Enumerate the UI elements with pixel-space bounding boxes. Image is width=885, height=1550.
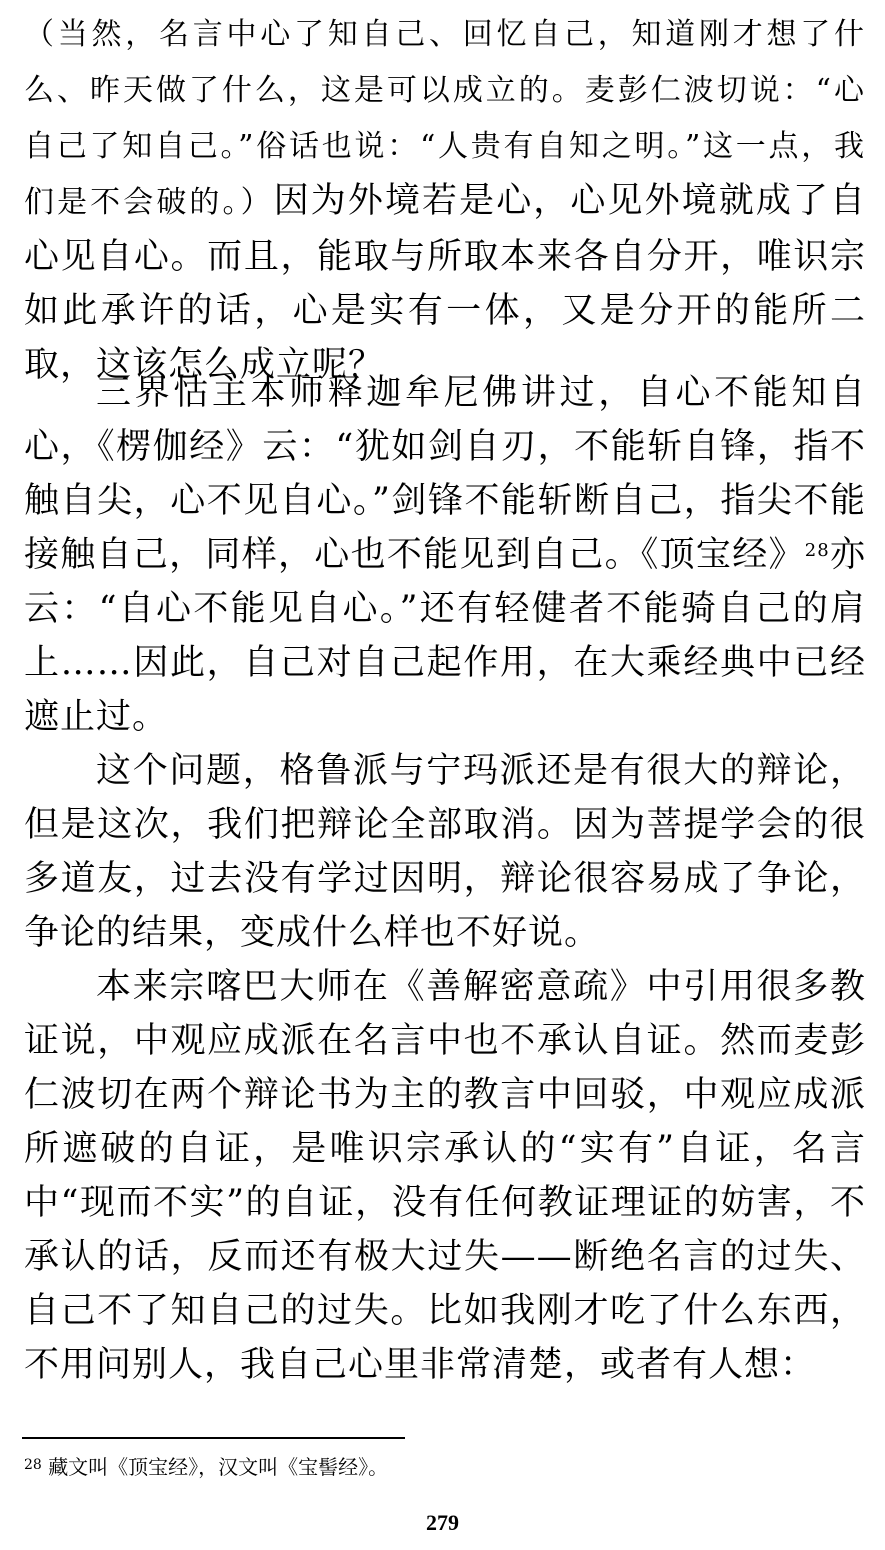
footnote-number: 28 bbox=[24, 1457, 42, 1473]
parenthetical-note: （当然，名言中心了知自己、回忆自己，知道刚才想了什么、昨天做了什么，这是可以成立的。麦彭仁波切说：“心自己了知自己。”俗话也说：“人贵有自知之明。”这一点，我们是不会破的。） bbox=[24, 17, 866, 220]
paragraph-1-text: 因为外境若是心，心见外境就成了自心见自心。而且，能取与所取本来各自分开，唯识宗如此承许的话，心是实有一体，又是分开的能所二取，这该怎么成立呢？ bbox=[24, 181, 866, 385]
footnote-text: 藏文叫《顶宝经》，汉文叫《宝髻经》。 bbox=[48, 1455, 389, 1479]
footnote-divider bbox=[22, 1437, 405, 1439]
paragraph-4: 本来宗喀巴大师在《善解密意疏》中引用很多教证说，中观应成派在名言中也不承认自证。然而麦彭仁波切在两个辩论书为主的教言中回驳，中观应成派所遮破的自证，是唯识宗承认的“实有”自证，名言中“现而不实”的自证，没有任何教证理证的妨害，不承认的话，反而还有极大过失——断绝名言的过失、自己不了知自己的过失。比如我刚才吃了什么东西，不用问别人，我自己心里非常清楚，或者有人想： bbox=[24, 967, 866, 1385]
paragraph-2-text-a: 三界怙主本师释迦牟尼佛讲过，自心不能知自心，《楞伽经》云：“犹如剑自刃，不能斩自锋，指不触自尖，心不见自心。”剑锋不能斩断自己，指尖不能接触自己，同样，心也不能见到自己。《顶宝经》 bbox=[24, 373, 866, 575]
paragraph-2-text-b: 亦云：“自心不能见自心。”还有轻健者不能骑自己的肩上……因此，自己对自己起作用，在大乘经典中已经遮止过。 bbox=[24, 535, 866, 737]
paragraph-1 bbox=[24, 6, 866, 392]
footnote bbox=[24, 1452, 388, 1482]
paragraph-2 bbox=[24, 366, 866, 744]
page-number: 279 bbox=[426, 1510, 459, 1535]
footnote-reference[interactable]: 28 bbox=[804, 540, 830, 561]
paragraph-3: 这个问题，格鲁派与宁玛派还是有很大的辩论，但是这次，我们把辩论全部取消。因为菩提学会的很多道友，过去没有学过因明，辩论很容易成了争论，争论的结果，变成什么样也不好说。 bbox=[24, 751, 866, 953]
